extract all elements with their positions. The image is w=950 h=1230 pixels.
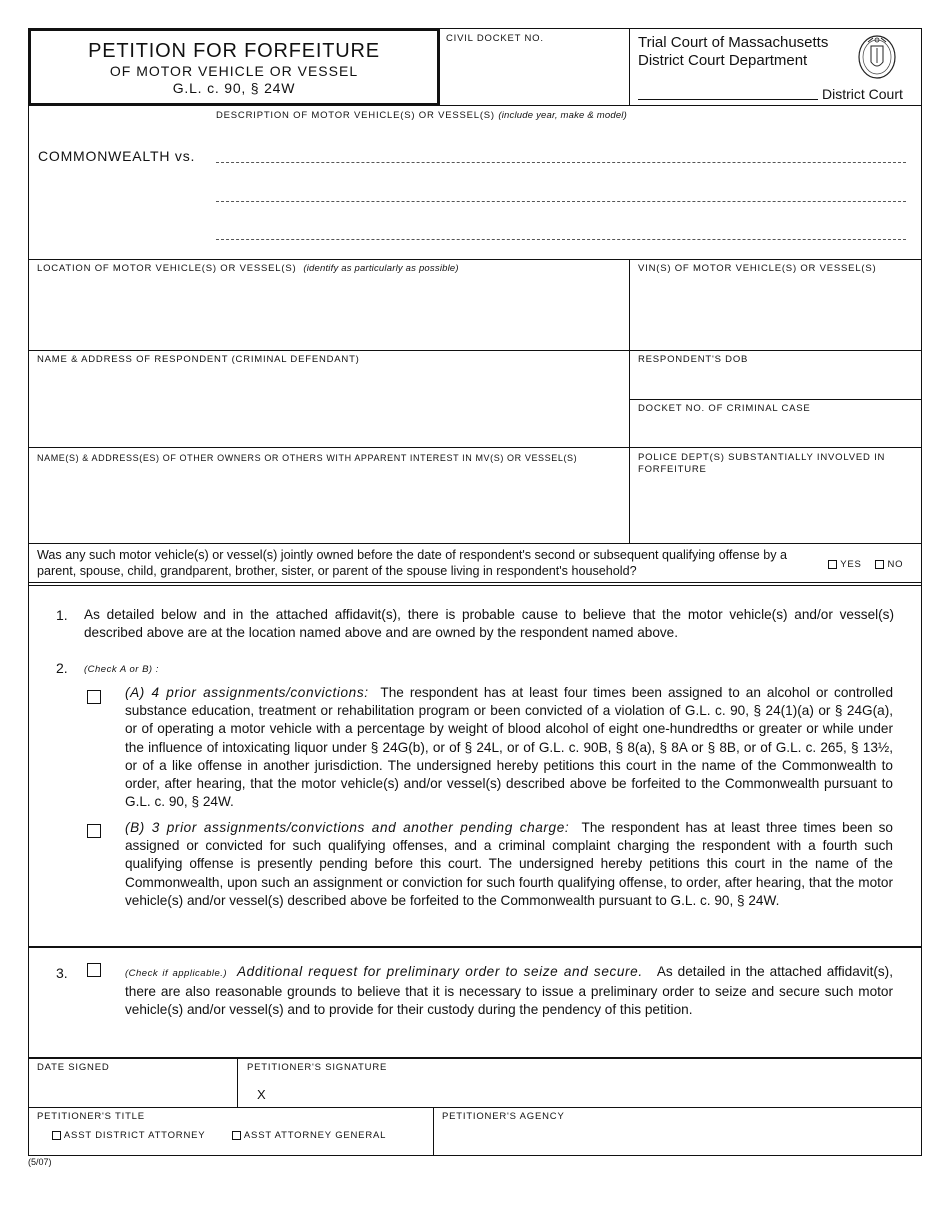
vin-label: VIN(S) OF MOTOR VEHICLE(S) OR VESSEL(S) bbox=[638, 263, 877, 274]
divider bbox=[629, 28, 630, 105]
form-statute: G.L. c. 90, § 24W bbox=[172, 80, 296, 96]
item-3-text: (Check if applicable.) Additional request for preliminary order to seize and secure. As detailed in the attached affidavit(s), there are also reasonable grounds to believe that it is necessary to issue a preliminary order to seize and secure such motor vehicle(s) and/or vessel(s) and to provide for their custody during the pendency of this petition. bbox=[125, 964, 893, 1018]
description-line-1[interactable] bbox=[216, 162, 906, 163]
petitioner-title-label: PETITIONER'S TITLE bbox=[37, 1111, 145, 1122]
divider bbox=[433, 1107, 434, 1156]
item-1-text: As detailed below and in the attached affidavit(s), there is probable cause to believe that the motor vehicle(s) and/or vessel(s) described above are at the location named above and are owned by the respondent named above. bbox=[84, 607, 894, 641]
option-b-checkbox[interactable] bbox=[87, 824, 101, 838]
item-2-number: 2. bbox=[56, 660, 68, 676]
divider bbox=[28, 585, 922, 586]
location-field[interactable] bbox=[32, 278, 626, 346]
divider bbox=[439, 28, 440, 105]
description-label: DESCRIPTION OF MOTOR VEHICLE(S) OR VESSEL(S) (include year, make & model) bbox=[216, 110, 627, 121]
asst-ag-checkbox[interactable] bbox=[232, 1131, 241, 1140]
location-label: LOCATION OF MOTOR VEHICLE(S) OR VESSEL(S) (identify as particularly as possible) bbox=[37, 263, 459, 274]
option-a-checkbox[interactable] bbox=[87, 690, 101, 704]
dob-label: RESPONDENT'S DOB bbox=[638, 354, 749, 365]
date-signed-field[interactable] bbox=[32, 1076, 234, 1104]
commonwealth-label: COMMONWEALTH vs. bbox=[38, 148, 196, 164]
divider bbox=[28, 1057, 922, 1059]
district-court-field[interactable] bbox=[638, 99, 818, 100]
divider bbox=[28, 350, 922, 351]
dob-field[interactable] bbox=[633, 369, 918, 396]
date-signed-label: DATE SIGNED bbox=[37, 1062, 110, 1073]
police-dept-label: POLICE DEPT(S) SUBSTANTIALLY INVOLVED IN FORFEITURE bbox=[638, 452, 886, 475]
civil-docket-field[interactable] bbox=[442, 48, 626, 102]
option-b-text: (B) 3 prior assignments/convictions and another pending charge: The respondent has at least three times been so assigned or convicted for such qualifying offenses, and a criminal complaint charging the respondent with a fourth such qualifying offense is presently pending before this court. The undersigned hereby petitions this court in the name of the Commonwealth, upon such an assignment or conviction for such fourth qualifying offense, to order, after hearing, that the motor vehicle(s) and/or vessel(s) described above be forfeited to the Commonwealth pursuant to G.L. c. 90, § 24W. bbox=[125, 820, 893, 908]
description-line-3[interactable] bbox=[216, 239, 906, 240]
option-3-checkbox[interactable] bbox=[87, 963, 101, 977]
divider bbox=[28, 543, 922, 544]
criminal-docket-field[interactable] bbox=[633, 418, 918, 444]
asst-da-option[interactable]: ASST DISTRICT ATTORNEY bbox=[52, 1130, 205, 1141]
divider bbox=[28, 447, 922, 448]
asst-da-checkbox[interactable] bbox=[52, 1131, 61, 1140]
signature-field[interactable] bbox=[272, 1076, 918, 1104]
asst-ag-option[interactable]: ASST ATTORNEY GENERAL bbox=[232, 1130, 386, 1141]
item-1-number: 1. bbox=[56, 607, 68, 623]
criminal-docket-label: DOCKET NO. OF CRIMINAL CASE bbox=[638, 403, 811, 414]
title-box bbox=[29, 29, 439, 105]
respondent-field[interactable] bbox=[32, 369, 626, 444]
form-subtitle: OF MOTOR VEHICLE OR VESSEL bbox=[109, 63, 359, 79]
divider bbox=[28, 105, 922, 106]
divider bbox=[237, 1058, 238, 1107]
vin-field[interactable] bbox=[633, 278, 918, 346]
form-title: PETITION FOR FORFEITURE bbox=[88, 40, 380, 62]
divider bbox=[28, 582, 922, 583]
state-seal-icon bbox=[856, 32, 898, 80]
yes-checkbox[interactable] bbox=[828, 560, 837, 569]
revision-date: (5/07) bbox=[28, 1157, 52, 1167]
description-line-2[interactable] bbox=[216, 201, 906, 202]
agency-field[interactable] bbox=[438, 1126, 918, 1153]
option-a-text: (A) 4 prior assignments/convictions: The respondent has at least four times been assigned to an alcohol or controlled substance education, treatment or rehabilitation program or been convicted of a violation of G.L. c. 90, § 24(1)(a) or § 24G(a), or of operating a motor vehicle with a percentage by weight of blood alcohol of eight one-hundredths or greater or while under the influence of intoxicating liquor under § 24G(b), or of § 24L, or of G.L. c. 90B, § 8(a), § 8A or § 8B, or of G.L. c. 265, § 13½, or of a like offense in another jurisdiction. The undersigned hereby petitions this court in the name of the Commonwealth to order, after hearing, that the motor vehicle(s) and/or vessel(s) described above be forfeited to the Commonwealth pursuant to G.L. c. 90, § 24W. bbox=[125, 685, 894, 810]
joint-ownership-question: Was any such motor vehicle(s) or vessel(s) jointly owned before the date of respondent's second or subsequent qualifying offense by a parent, spouse, child, grandparent, brother, sister, or parent of the spouse living in respondent's household? bbox=[37, 548, 788, 578]
signature-mark: X bbox=[257, 1087, 266, 1102]
joint-no-option[interactable]: NO bbox=[875, 559, 903, 570]
no-checkbox[interactable] bbox=[875, 560, 884, 569]
court-name-line1: Trial Court of Massachusetts bbox=[638, 34, 829, 51]
divider bbox=[28, 946, 922, 948]
court-name-line2: District Court Department bbox=[638, 52, 808, 69]
respondent-label: NAME & ADDRESS OF RESPONDENT (CRIMINAL DEFENDANT) bbox=[37, 354, 360, 365]
other-owners-field[interactable] bbox=[32, 467, 626, 540]
district-court-label: District Court bbox=[822, 86, 903, 102]
other-owners-label: NAME(S) & ADDRESS(ES) OF OTHER OWNERS OR OTHERS WITH APPARENT INTEREST IN MV(S) OR VESSEL(S) bbox=[37, 453, 578, 463]
civil-docket-label: CIVIL DOCKET NO. bbox=[446, 33, 544, 44]
police-dept-field[interactable] bbox=[633, 480, 918, 540]
agency-label: PETITIONER'S AGENCY bbox=[442, 1111, 565, 1122]
divider bbox=[28, 259, 922, 260]
check-a-or-b-note: (Check A or B) : bbox=[84, 664, 159, 675]
signature-label: PETITIONER'S SIGNATURE bbox=[247, 1062, 388, 1073]
divider bbox=[629, 259, 630, 543]
divider bbox=[28, 1107, 922, 1108]
divider bbox=[629, 399, 922, 400]
item-3-number: 3. bbox=[56, 965, 68, 981]
joint-yes-option[interactable]: YES bbox=[828, 559, 862, 570]
